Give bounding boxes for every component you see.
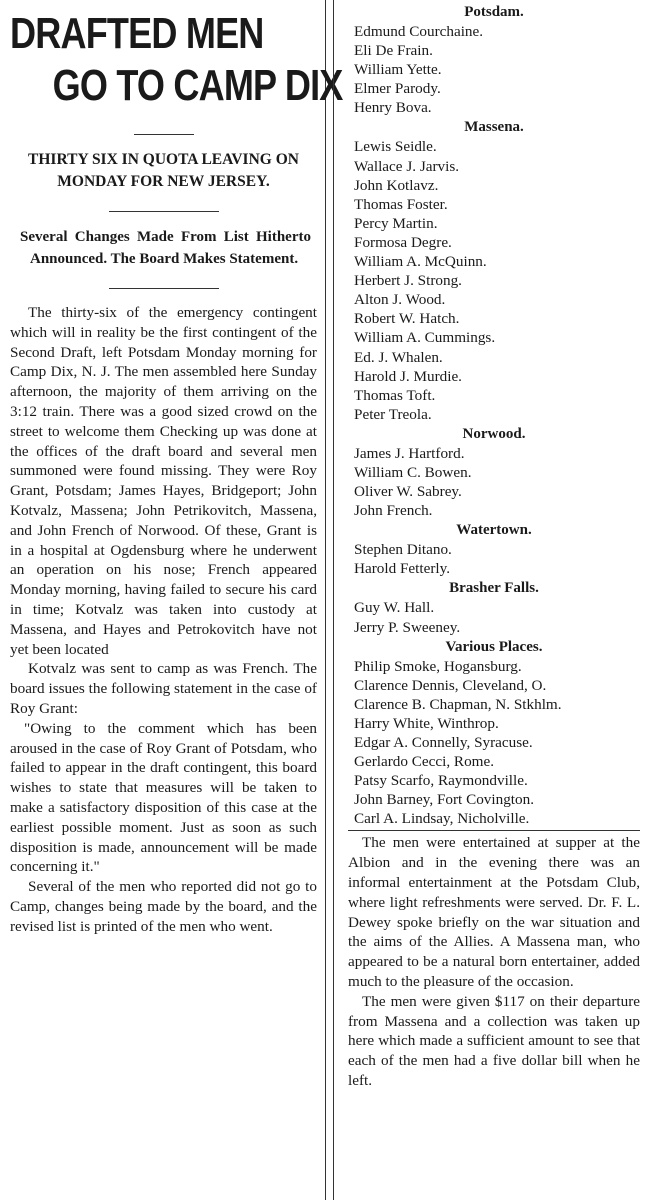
divider-rule — [109, 288, 219, 289]
list-item: Peter Treola. — [354, 405, 432, 423]
list-item: Carl A. Lindsay, Nicholville. — [354, 810, 530, 828]
list-item: Philip Smoke, Hogansburg. — [354, 657, 522, 675]
list-item: William C. Bowen. — [354, 463, 472, 481]
list-item: Clarence Dennis, Cleveland, O. — [354, 676, 547, 694]
place-heading: Massena. — [464, 119, 524, 136]
group-various-places — [348, 637, 640, 829]
list-item: Formosa Degre. — [354, 233, 452, 251]
group-norwood — [348, 424, 640, 520]
group-brasher-falls — [348, 578, 640, 636]
group-watertown — [348, 520, 640, 578]
list-item: Wallace J. Jarvis. — [354, 157, 460, 175]
group-potsdam — [348, 2, 640, 117]
list-item: Guy W. Hall. — [354, 599, 435, 617]
list-item: Harold Fetterly. — [354, 560, 451, 578]
divider-rule — [134, 134, 194, 135]
headline-line-2: GO TO CAMP DIX — [52, 61, 343, 110]
divider-rule — [109, 211, 219, 212]
place-heading: Various Places. — [445, 638, 543, 655]
list-item: Thomas Foster. — [354, 195, 448, 213]
headline-line-1: DRAFTED MEN — [10, 9, 264, 58]
list-item: Jerry P. Sweeney. — [354, 618, 461, 636]
headline — [10, 8, 343, 112]
list-item: Gerlardo Cecci, Rome. — [354, 753, 495, 771]
summary-deck: Several Changes Made From List Hitherto Announced. The Board Makes Statement. — [20, 229, 311, 267]
list-item: Elmer Parody. — [354, 80, 441, 98]
list-item: Thomas Toft. — [354, 386, 436, 404]
right-column — [333, 0, 646, 1200]
place-heading: Norwood. — [462, 425, 526, 442]
list-item: Edmund Courchaine. — [354, 23, 484, 40]
group-massena — [348, 117, 640, 423]
list-item: John Kotlavz. — [354, 176, 439, 194]
list-item: Alton J. Wood. — [354, 291, 446, 309]
closing-paragraph: The men were given $117 on their departure from Massena and a collection was taken up here which made a sufficient amount to see that each of the men had a five dollar bill when he left. — [348, 992, 640, 1090]
list-item: Ed. J. Whalen. — [354, 348, 443, 366]
list-item: Eli De Frain. — [354, 42, 433, 60]
list-item: John Barney, Fort Covington. — [354, 791, 534, 809]
list-item: Harold J. Murdie. — [354, 367, 462, 385]
closing-paragraph: The men were entertained at supper at the Albion and in the evening there was an informal entertainment at the Potsdam Club, where light refreshments were served. Dr. F. L. Dewey spoke briefly on the war situation and the aims of the Allies. A Massena man, who appeared to be a natural born entertainer, added much to the pleasure of the occasion. — [348, 830, 640, 991]
list-item: Oliver W. Sabrey. — [354, 483, 462, 501]
list-item: Patsy Scarfo, Raymondville. — [354, 772, 528, 790]
list-item: Edgar A. Connelly, Syracuse. — [354, 734, 533, 751]
place-heading: Watertown. — [456, 522, 532, 539]
board-statement-quote: "Owing to the comment which has been aroused in the case of Roy Grant of Potsdam, who failed to appear in the draft contingent, this board wishes to state that measures will be taken to make a satisfactory disposition of this case at the earliest possible moment. Just as soon as such disposition is made, announcement will be made concerning it." — [10, 719, 317, 876]
list-item: Clarence B. Chapman, N. Stkhlm. — [354, 695, 562, 713]
body-paragraph: Several of the men who reported did not go to Camp, changes being made by the board, and the revised list is printed of the men who went. — [10, 878, 317, 935]
list-item: William A. Cummings. — [354, 329, 496, 347]
list-item: John French. — [354, 502, 433, 520]
list-item: Lewis Seidle. — [354, 138, 437, 156]
list-item: Henry Bova. — [354, 99, 432, 117]
list-item: Stephen Ditano. — [354, 541, 452, 559]
list-item: William Yette. — [354, 61, 442, 79]
list-item: James J. Hartford. — [354, 444, 465, 462]
body-paragraph: Kotvalz was sent to camp as was French. The board issues the following statement in the case of Roy Grant: — [10, 660, 317, 717]
list-item: Robert W. Hatch. — [354, 310, 460, 328]
list-item: William A. McQuinn. — [354, 253, 487, 271]
place-heading: Brasher Falls. — [449, 580, 539, 597]
subheadline: THIRTY SIX IN QUOTA LEAVING ON MONDAY FOR NEW JERSEY. — [28, 151, 299, 190]
list-item: Harry White, Winthrop. — [354, 714, 499, 732]
list-item: Herbert J. Strong. — [354, 272, 462, 290]
body-paragraph: The thirty-six of the emergency contingent which will in reality be the first contingent of the Second Draft, left Potsdam Monday morning for Camp Dix, N. J. The men assembled here Sunday afternoon, the majority of them arriving on the 3:12 train. There was a good sized crowd on the street to welcome them Checking up was done at the offices of the draft board and several men summoned were found missing. They were Roy Grant, Potsdam; James Hayes, Bridgeport; John Kotvalz, Massena; John Petrikovitch, Massena, and John French of Norwood. Of these, Grant is in a hospital at Ogdensburg where he underwent an operation on his nose; French appeared Monday morning, having failed to secure his card in time; Kotvalz was taken into custody at Massena, and Hayes and Petrokovitch have not yet been located — [10, 304, 317, 658]
place-heading: Potsdam. — [464, 4, 524, 20]
list-item: Percy Martin. — [354, 214, 438, 232]
